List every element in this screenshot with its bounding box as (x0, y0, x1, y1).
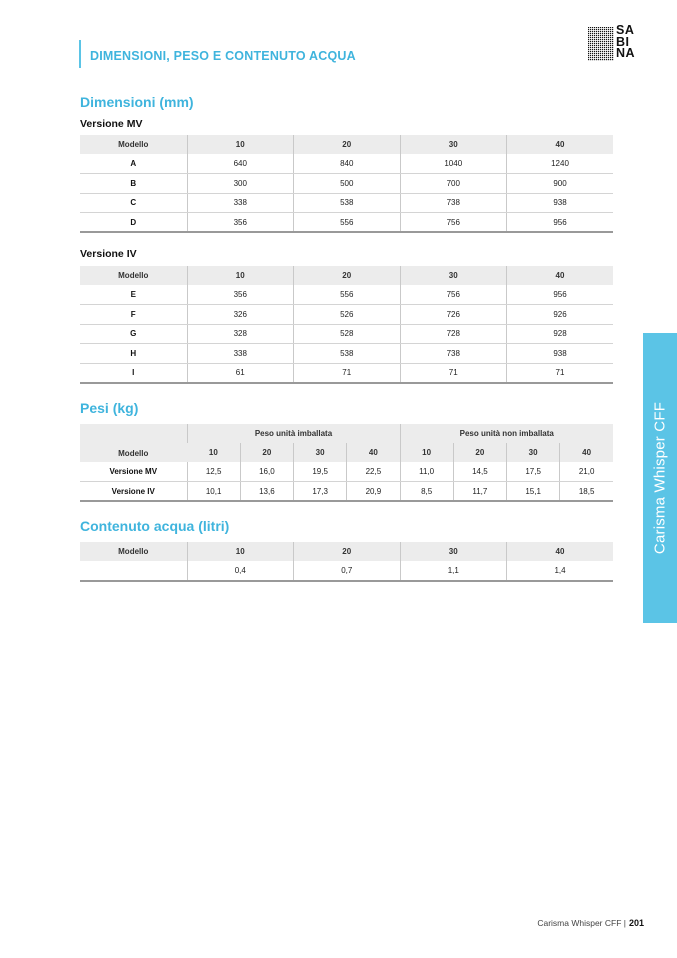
table-row (80, 193, 613, 213)
table-row (80, 305, 613, 325)
column-header: 10 (400, 443, 453, 462)
table-cell: 338 (187, 193, 294, 213)
row-label: F (80, 305, 187, 325)
table-cell: 22,5 (347, 462, 400, 482)
table-cell: 738 (400, 344, 507, 364)
column-header: 20 (294, 135, 401, 154)
versione-mv-title: Versione MV (80, 118, 143, 130)
table-cell: 538 (294, 344, 401, 364)
table-cell: 500 (294, 174, 401, 194)
logo-line-1: SA (616, 23, 635, 37)
table-cell: 956 (507, 285, 614, 305)
table-row (80, 154, 613, 174)
group-header-imballata: Peso unità imballata (187, 424, 400, 443)
table-cell: 728 (400, 324, 507, 344)
table-row (80, 344, 613, 364)
column-header: 40 (507, 266, 614, 285)
table-cell: 756 (400, 285, 507, 305)
column-header: 30 (400, 135, 507, 154)
table-cell: 20,9 (347, 482, 400, 502)
column-header: Modello (80, 135, 187, 154)
table-cell: 840 (294, 154, 401, 174)
table-cell: 10,1 (187, 482, 240, 502)
table-cell: 938 (507, 344, 614, 364)
table-row (80, 174, 613, 194)
column-header: 30 (400, 266, 507, 285)
table-cell: 1,4 (507, 561, 614, 581)
column-header: 20 (294, 542, 401, 561)
table-cell: 326 (187, 305, 294, 325)
table-cell: 900 (507, 174, 614, 194)
column-header: 10 (187, 542, 294, 561)
table-cell: 0,7 (294, 561, 401, 581)
table-cell: 17,5 (507, 462, 560, 482)
table-cell: 556 (294, 285, 401, 305)
table-cell: 338 (187, 344, 294, 364)
page-footer (537, 918, 644, 928)
brand-logo (588, 25, 648, 63)
table-cell: 356 (187, 285, 294, 305)
table-cell: 1240 (507, 154, 614, 174)
footer-label: Carisma Whisper CFF | (537, 918, 626, 928)
column-header: 20 (294, 266, 401, 285)
page-title: DIMENSIONI, PESO E CONTENUTO ACQUA (90, 49, 356, 63)
column-header: 30 (294, 443, 347, 462)
table-cell: 18,5 (560, 482, 613, 502)
dimensioni-title: Dimensioni (mm) (80, 94, 194, 110)
row-label: Versione MV (80, 462, 187, 482)
row-label: B (80, 174, 187, 194)
column-header: 40 (507, 135, 614, 154)
column-header: Modello (80, 266, 187, 285)
row-label: A (80, 154, 187, 174)
column-header: 40 (507, 542, 614, 561)
table-row (80, 324, 613, 344)
table-row (80, 363, 613, 383)
table-cell: 13,6 (240, 482, 293, 502)
dimensioni-mv-table (80, 135, 613, 233)
table-cell: 12,5 (187, 462, 240, 482)
column-header: 20 (453, 443, 506, 462)
table-cell: 956 (507, 213, 614, 233)
group-header-non-imballata: Peso unità non imballata (400, 424, 613, 443)
table-cell: 328 (187, 324, 294, 344)
page-number: 201 (628, 918, 644, 928)
column-header: 20 (240, 443, 293, 462)
table-cell: 738 (400, 193, 507, 213)
logo-line-2: BI (616, 34, 630, 49)
acqua-title: Contenuto acqua (litri) (80, 518, 230, 534)
table-cell: 14,5 (453, 462, 506, 482)
table-cell: 11,7 (453, 482, 506, 502)
side-tab (643, 333, 677, 623)
table-cell: 356 (187, 213, 294, 233)
table-cell: 538 (294, 193, 401, 213)
table-cell: 8,5 (400, 482, 453, 502)
row-label: G (80, 324, 187, 344)
table-row (80, 285, 613, 305)
table-cell: 928 (507, 324, 614, 344)
table-cell: 11,0 (400, 462, 453, 482)
table-cell: 300 (187, 174, 294, 194)
acqua-table (80, 542, 613, 582)
table-cell: 700 (400, 174, 507, 194)
table-cell: 15,1 (507, 482, 560, 502)
table-row (80, 213, 613, 233)
table-cell: 640 (187, 154, 294, 174)
logo-line-3: NA (616, 46, 636, 60)
table-cell: 1040 (400, 154, 507, 174)
row-label: H (80, 344, 187, 364)
row-label: D (80, 213, 187, 233)
table-cell: 61 (187, 363, 294, 383)
table-cell: 926 (507, 305, 614, 325)
column-header: Modello (80, 424, 187, 462)
row-label (80, 561, 187, 581)
table-cell: 938 (507, 193, 614, 213)
table-cell: 71 (400, 363, 507, 383)
logo-grid-icon (588, 27, 614, 61)
table-cell: 0,4 (187, 561, 294, 581)
column-header: 10 (187, 443, 240, 462)
table-cell: 19,5 (294, 462, 347, 482)
column-header: 10 (187, 135, 294, 154)
row-label: C (80, 193, 187, 213)
row-label: I (80, 363, 187, 383)
table-cell: 71 (294, 363, 401, 383)
table-cell: 726 (400, 305, 507, 325)
table-cell: 71 (507, 363, 614, 383)
pesi-title: Pesi (kg) (80, 400, 139, 416)
column-header: Modello (80, 542, 187, 561)
table-cell: 1,1 (400, 561, 507, 581)
dimensioni-iv-table (80, 266, 613, 384)
table-row (80, 561, 613, 581)
table-cell: 21,0 (560, 462, 613, 482)
header-accent-bar (79, 40, 81, 68)
side-tab-label: Carisma Whisper CFF (651, 401, 669, 555)
table-row (80, 482, 613, 502)
row-label: Versione IV (80, 482, 187, 502)
column-header: 40 (560, 443, 613, 462)
table-cell: 528 (294, 324, 401, 344)
row-label: E (80, 285, 187, 305)
table-row (80, 462, 613, 482)
table-cell: 526 (294, 305, 401, 325)
table-cell: 756 (400, 213, 507, 233)
versione-iv-title: Versione IV (80, 248, 137, 260)
table-cell: 16,0 (240, 462, 293, 482)
column-header: 30 (400, 542, 507, 561)
column-header: 10 (187, 266, 294, 285)
pesi-table (80, 424, 613, 502)
column-header: 40 (347, 443, 400, 462)
table-cell: 17,3 (294, 482, 347, 502)
column-header: 30 (507, 443, 560, 462)
table-cell: 556 (294, 213, 401, 233)
